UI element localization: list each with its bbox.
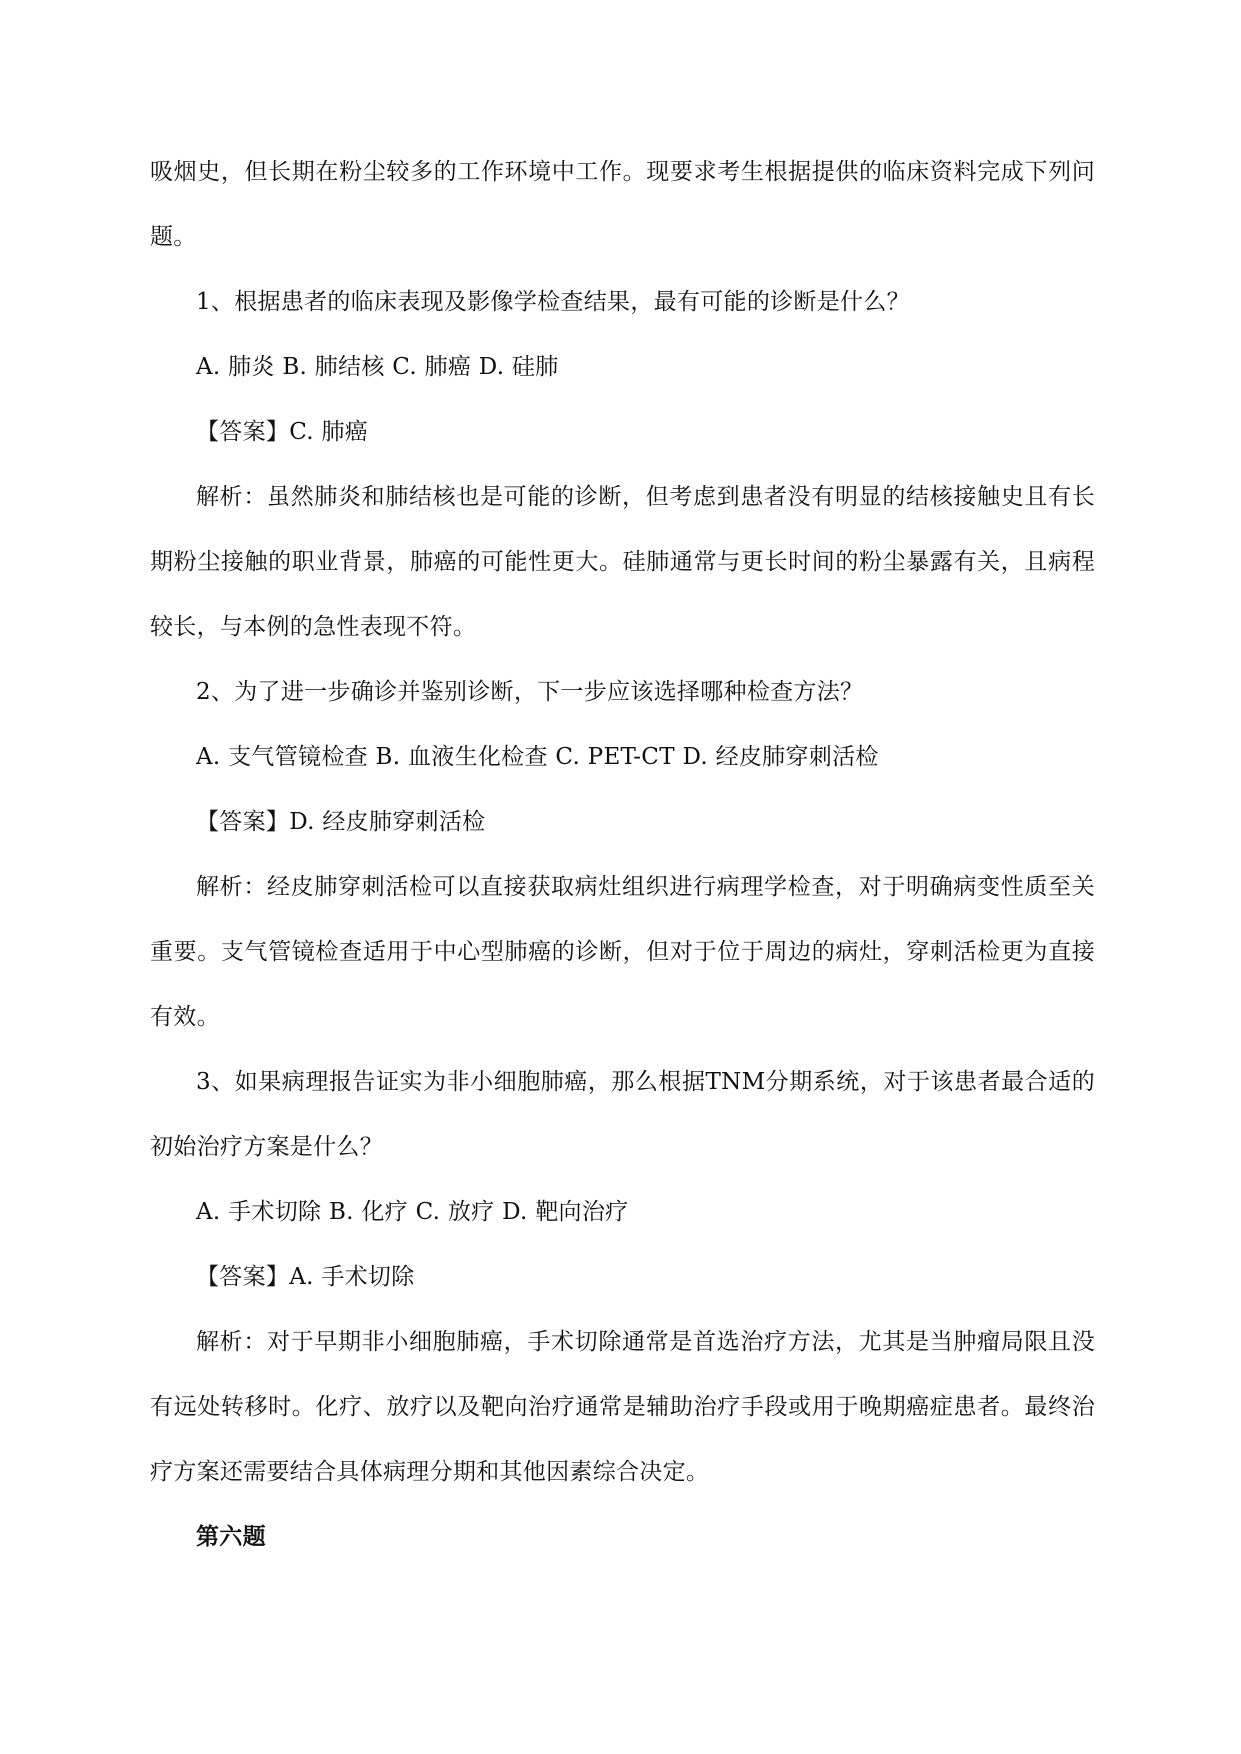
question-1-options: A. 肺炎 B. 肺结核 C. 肺癌 D. 硅肺 (196, 354, 559, 380)
section-heading: 第六题 (196, 1524, 266, 1550)
question-3: 3、如果病理报告证实为非小细胞肺癌，那么根据TNM分期系统，对于该患者最合适的初始治疗方案是什么？ (150, 1069, 1095, 1160)
question-3-analysis: 解析：对于早期非小细胞肺癌，手术切除通常是首选治疗方法，尤其是当肿瘤局限且没有远处转移时。化疗、放疗以及靶向治疗通常是辅助治疗手段或用于晚期癌症患者。最终治疗方案还需要结合具体病理分期和其他因素综合决定。 (150, 1329, 1095, 1485)
question-1-analysis: 解析：虽然肺炎和肺结核也是可能的诊断，但考虑到患者没有明显的结核接触史且有长期粉尘接触的职业背景，肺癌的可能性更大。硅肺通常与更长时间的粉尘暴露有关，且病程较长，与本例的急性表现不符。 (150, 484, 1095, 640)
question-2-options: A. 支气管镜检查 B. 血液生化检查 C. PET-CT D. 经皮肺穿刺活检 (196, 744, 879, 770)
question-2: 2、为了进一步确诊并鉴别诊断，下一步应该选择哪种检查方法？ (196, 679, 864, 705)
document-body (150, 140, 1095, 1570)
question-1: 1、根据患者的临床表现及影像学检查结果，最有可能的诊断是什么？ (196, 289, 910, 315)
question-1-answer: 【答案】C. 肺癌 (196, 419, 369, 445)
question-2-analysis: 解析：经皮肺穿刺活检可以直接获取病灶组织进行病理学检查，对于明确病变性质至关重要。支气管镜检查适用于中心型肺癌的诊断，但对于位于周边的病灶，穿刺活检更为直接有效。 (150, 874, 1095, 1030)
question-3-options: A. 手术切除 B. 化疗 C. 放疗 D. 靶向治疗 (196, 1199, 629, 1225)
question-2-answer: 【答案】D. 经皮肺穿刺活检 (196, 809, 486, 835)
intro-continuation: 吸烟史，但长期在粉尘较多的工作环境中工作。现要求考生根据提供的临床资料完成下列问题。 (150, 159, 1095, 250)
question-3-answer: 【答案】A. 手术切除 (196, 1264, 415, 1290)
